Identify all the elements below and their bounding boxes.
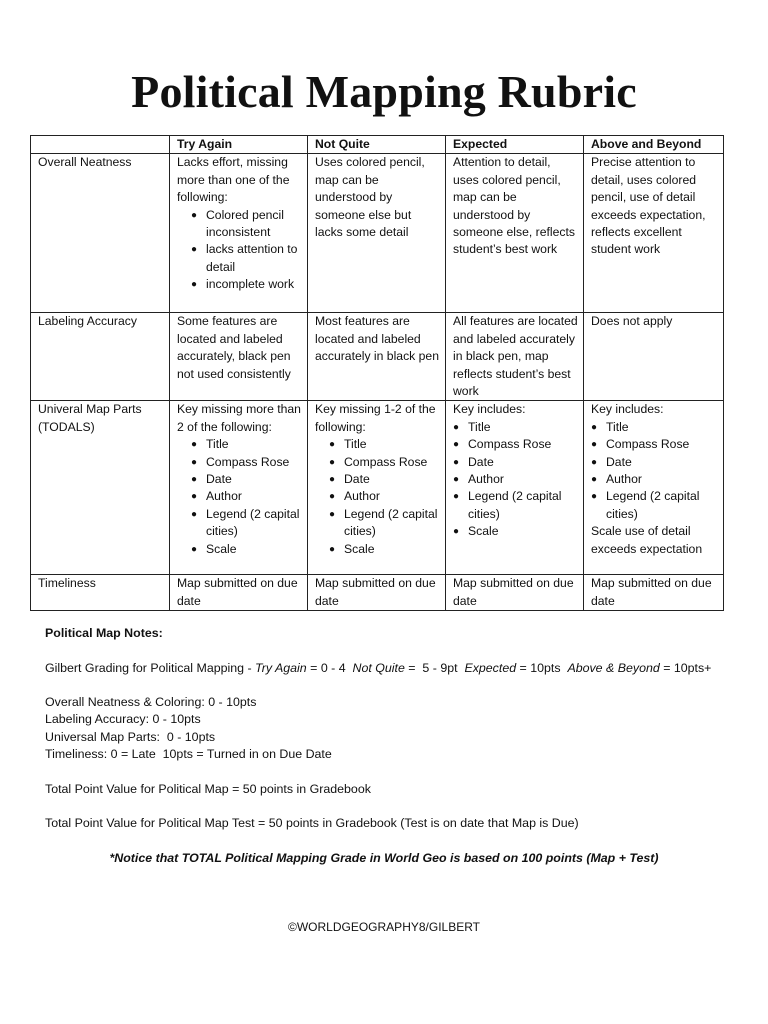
list-item: ● Date bbox=[453, 454, 579, 471]
grading-try-again-label: Try Again bbox=[255, 660, 307, 675]
points-map-parts: Universal Map Parts: 0 - 10pts bbox=[45, 729, 216, 744]
expected-cell bbox=[446, 401, 584, 575]
grading-expected-value: = 10pts bbox=[516, 660, 568, 675]
expected-cell: Attention to detail, uses colored pencil, map can be understood by someone else, reflects student’s best work bbox=[446, 154, 584, 313]
points-neatness: Overall Neatness & Coloring: 0 - 10pts bbox=[45, 695, 257, 710]
list-item: ● Date bbox=[329, 471, 441, 488]
grading-above-value: = 10pts+ bbox=[659, 660, 712, 675]
points-labeling: Labeling Accuracy: 0 - 10pts bbox=[45, 712, 201, 727]
above-cell: Precise attention to detail, uses colored pencil, use of detail exceeds expectation, reflects excellent student work bbox=[584, 154, 724, 313]
grading-expected-label: Expected bbox=[464, 660, 517, 675]
list-item: ● Author bbox=[191, 488, 303, 505]
header-row bbox=[31, 136, 724, 154]
list-item: ● Title bbox=[591, 419, 719, 436]
footer-copyright: ©WORLDGEOGRAPHY8/GILBERT bbox=[288, 920, 480, 934]
header-try-again: Try Again bbox=[170, 136, 308, 154]
list-item: ● Scale bbox=[191, 541, 303, 558]
not-quite-cell: Most features are located and labeled accurately in black pen bbox=[308, 313, 446, 401]
grading-not-quite-label: Not Quite bbox=[352, 660, 405, 675]
bullet-list bbox=[177, 436, 303, 558]
above-cell bbox=[584, 401, 724, 575]
criterion-cell: Univeral Map Parts (TODALS) bbox=[31, 401, 170, 575]
try-again-cell: Map submitted on due date bbox=[170, 575, 308, 611]
header-criterion bbox=[31, 136, 170, 154]
header-not-quite: Not Quite bbox=[308, 136, 446, 154]
grading-scale bbox=[45, 660, 735, 677]
list-item: ● incomplete work bbox=[191, 276, 303, 293]
list-item: ● Legend (2 capital cities) bbox=[329, 506, 441, 541]
expected-cell: Map submitted on due date bbox=[446, 575, 584, 611]
criterion-cell: Timeliness bbox=[31, 575, 170, 611]
header-above-and-beyond: Above and Beyond bbox=[584, 136, 724, 154]
list-item: ● Scale bbox=[329, 541, 441, 558]
cell-text: Key includes: bbox=[453, 402, 526, 417]
grading-try-again-value: = 0 - 4 bbox=[306, 660, 353, 675]
cell-text: Key missing more than 2 of the following: bbox=[177, 402, 301, 434]
list-item: ● Compass Rose bbox=[591, 436, 719, 453]
header-expected: Expected bbox=[446, 136, 584, 154]
expected-cell: All features are located and labeled accurately in black pen, map reflects student’s best work bbox=[446, 313, 584, 401]
try-again-cell: Some features are located and labeled accurately, black pen not used consistently bbox=[170, 313, 308, 401]
list-item: ● Author bbox=[329, 488, 441, 505]
table-row bbox=[31, 401, 724, 575]
bullet-list bbox=[591, 419, 719, 523]
list-item: ● Author bbox=[591, 471, 719, 488]
total-test: Total Point Value for Political Map Test = 50 points in Gradebook (Test is on date that Map is Due) bbox=[45, 816, 579, 831]
bullet-list bbox=[453, 419, 579, 541]
bullet-list bbox=[315, 436, 441, 558]
notice-text: *Notice that TOTAL Political Mapping Grade in World Geo is based on 100 points (Map + Test) bbox=[109, 851, 659, 865]
cell-text: Key includes: bbox=[591, 402, 664, 417]
not-quite-cell bbox=[308, 401, 446, 575]
list-item: ● Legend (2 capital cities) bbox=[191, 506, 303, 541]
not-quite-cell: Map submitted on due date bbox=[308, 575, 446, 611]
grading-not-quite-value: = 5 - 9pt bbox=[404, 660, 465, 675]
bullet-list bbox=[177, 207, 303, 294]
list-item: ● Title bbox=[329, 436, 441, 453]
above-cell: Does not apply bbox=[584, 313, 724, 401]
list-item: ● Compass Rose bbox=[453, 436, 579, 453]
notes-heading: Political Map Notes: bbox=[45, 626, 163, 640]
above-cell: Map submitted on due date bbox=[584, 575, 724, 611]
table-row bbox=[31, 575, 724, 611]
cell-text: Scale use of detail exceeds expectation bbox=[591, 524, 703, 556]
list-item: ● Compass Rose bbox=[191, 454, 303, 471]
list-item: ● Author bbox=[453, 471, 579, 488]
list-item: ● Scale bbox=[453, 523, 579, 540]
points-timeliness: Timeliness: 0 = Late 10pts = Turned in on Due Date bbox=[45, 747, 332, 762]
list-item: ● Compass Rose bbox=[329, 454, 441, 471]
rubric-table bbox=[30, 135, 724, 611]
list-item: ● Colored pencil inconsistent bbox=[191, 207, 303, 242]
list-item: ● Title bbox=[191, 436, 303, 453]
list-item: ● lacks attention to detail bbox=[191, 241, 303, 276]
criterion-cell: Overall Neatness bbox=[31, 154, 170, 313]
cell-text: Key missing 1-2 of the following: bbox=[315, 402, 436, 434]
not-quite-cell: Uses colored pencil, map can be understood by someone else but lacks some detail bbox=[308, 154, 446, 313]
try-again-cell bbox=[170, 401, 308, 575]
grading-prefix: Gilbert Grading for Political Mapping - bbox=[45, 660, 256, 675]
criterion-cell: Labeling Accuracy bbox=[31, 313, 170, 401]
page-title: Political Mapping Rubric bbox=[131, 66, 637, 117]
notes-section bbox=[45, 625, 735, 833]
total-map: Total Point Value for Political Map = 50 points in Gradebook bbox=[45, 781, 371, 796]
grading-above-label: Above & Beyond bbox=[567, 660, 660, 675]
list-item: ● Legend (2 capital cities) bbox=[591, 488, 719, 523]
list-item: ● Date bbox=[591, 454, 719, 471]
table-row bbox=[31, 313, 724, 401]
list-item: ● Legend (2 capital cities) bbox=[453, 488, 579, 523]
list-item: ● Title bbox=[453, 419, 579, 436]
try-again-cell bbox=[170, 154, 308, 313]
table-row bbox=[31, 154, 724, 313]
cell-text: Lacks effort, missing more than one of the following: bbox=[177, 155, 290, 205]
list-item: ● Date bbox=[191, 471, 303, 488]
